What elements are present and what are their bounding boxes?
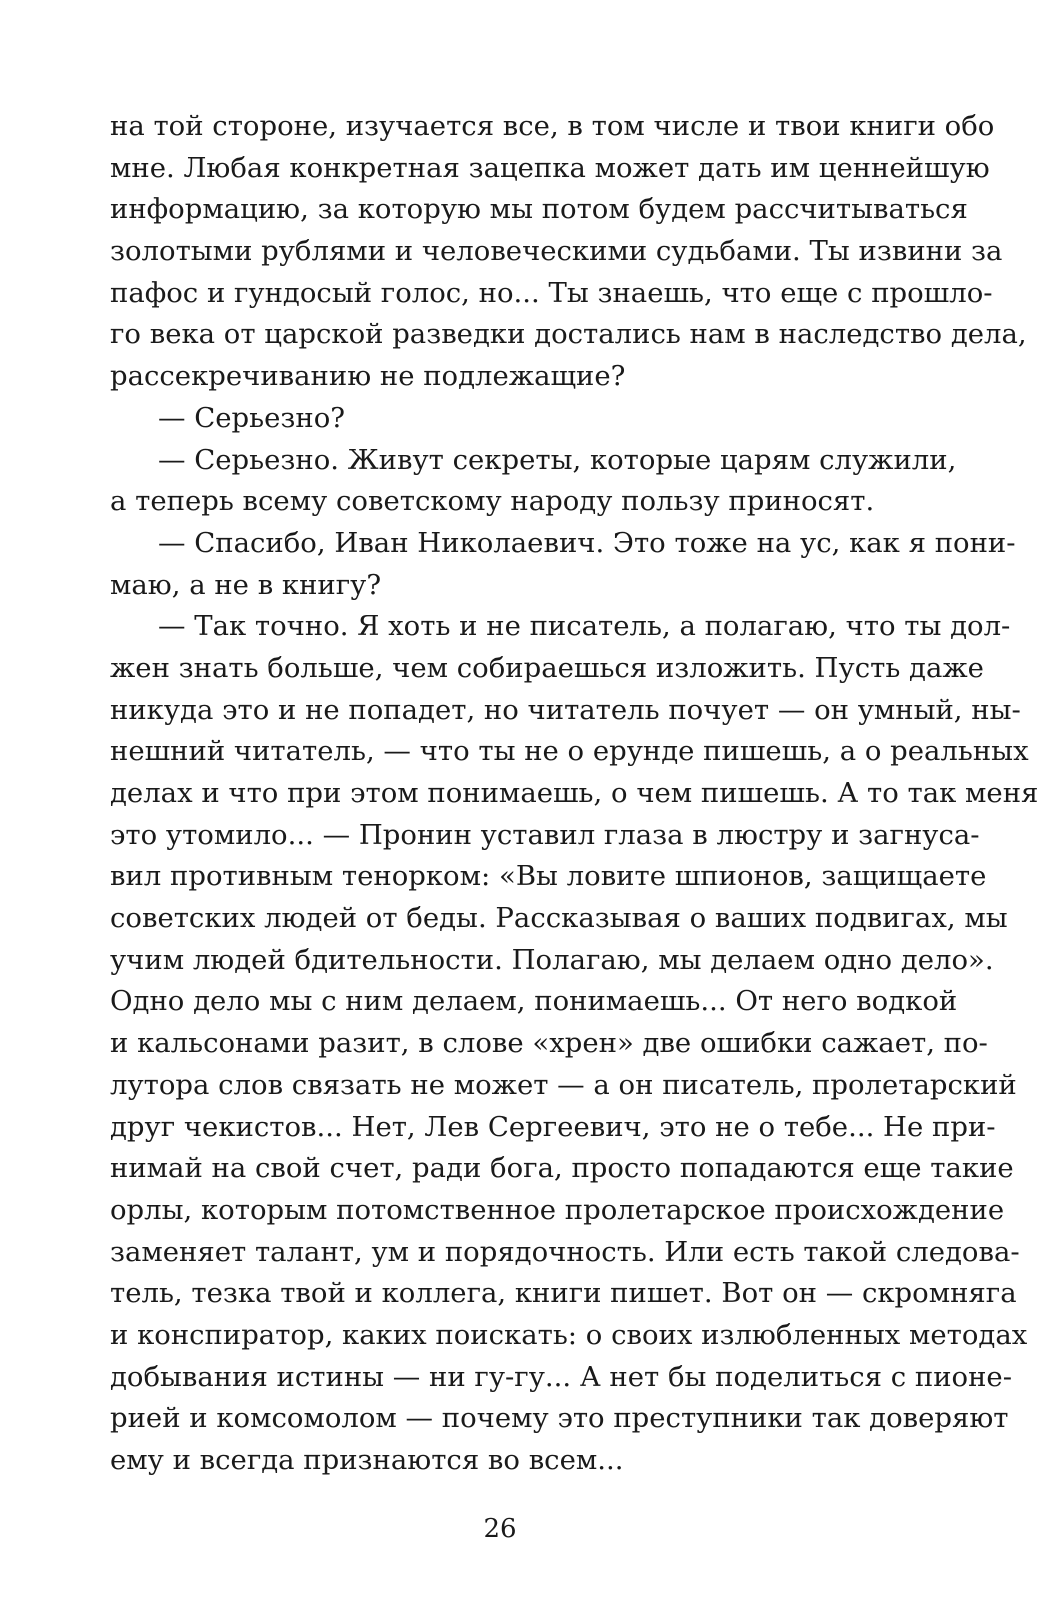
text-line: золотыми рублями и человеческими судьбами. Ты извини за bbox=[110, 235, 1003, 268]
text-line: го века от царской разведки достались нам в наследство дела, bbox=[110, 318, 1027, 351]
text-line: — Серьезно? bbox=[158, 401, 346, 434]
text-line: — Серьезно. Живут секреты, которые царям служили, bbox=[158, 443, 957, 476]
text-line: нимай на свой счет, ради бога, просто попадаются еще такие bbox=[110, 1152, 1014, 1185]
text-line: ему и всегда признаются во всем... bbox=[110, 1444, 624, 1476]
text-line: заменяет талант, ум и порядочность. Или есть такой следова- bbox=[110, 1235, 1020, 1268]
text-line: мне. Любая конкретная зацепка может дать им ценнейшую bbox=[110, 151, 990, 184]
body-text bbox=[110, 106, 1038, 1482]
text-line: а теперь всему советскому народу пользу приносят. bbox=[110, 485, 875, 518]
text-line: — Спасибо, Иван Николаевич. Это тоже на ус, как я пони- bbox=[158, 526, 1016, 559]
text-line: маю, а не в книгу? bbox=[110, 568, 382, 601]
text-line: это утомило... — Пронин уставил глаза в люстру и загнуса- bbox=[110, 818, 980, 851]
text-line: тель, тезка твой и коллега, книги пишет. Вот он — скромняга bbox=[110, 1277, 1017, 1310]
page-number: 26 bbox=[483, 1514, 517, 1544]
text-line: советских людей от беды. Рассказывая о ваших подвигах, мы bbox=[110, 902, 1008, 935]
text-line: пафос и гундосый голос, но... Ты знаешь, что еще с прошло- bbox=[110, 276, 993, 309]
text-line: нешний читатель, — что ты не о ерунде пишешь, а о реальных bbox=[110, 735, 1029, 768]
text-line: орлы, которым потомственное пролетарское происхождение bbox=[110, 1193, 1005, 1226]
text-line: вил противным тенорком: «Вы ловите шпионов, защищаете bbox=[110, 860, 987, 893]
text-line: никуда это и не попадет, но читатель почует — он умный, ны- bbox=[110, 693, 1021, 726]
text-line: делах и что при этом понимаешь, о чем пишешь. А то так меня bbox=[110, 777, 1038, 809]
text-line: жен знать больше, чем собираешься изложить. Пусть даже bbox=[110, 651, 984, 684]
text-line: и конспиратор, каких поискать: о своих излюбленных методах bbox=[110, 1318, 1028, 1351]
text-line: друг чекистов... Нет, Лев Сергеевич, это не о тебе... Не при- bbox=[110, 1110, 996, 1143]
text-line: и кальсонами разит, в слове «хрен» две ошибки сажает, по- bbox=[110, 1027, 988, 1060]
text-line: на той стороне, изучается все, в том числе и твои книги обо bbox=[110, 110, 995, 142]
text-line: информацию, за которую мы потом будем рассчитываться bbox=[110, 193, 968, 226]
text-line: добывания истины — ни гу-гу... А нет бы поделиться с пионе- bbox=[110, 1360, 1012, 1393]
text-line: рассекречиванию не подлежащие? bbox=[110, 360, 626, 393]
text-line: лутора слов связать не может — а он писатель, пролетарский bbox=[110, 1068, 1017, 1101]
text-line: рией и комсомолом — почему это преступники так доверяют bbox=[110, 1402, 1009, 1435]
text-line: учим людей бдительности. Полагаю, мы делаем одно дело». bbox=[110, 943, 994, 976]
text-line: Одно дело мы с ним делаем, понимаешь... От него водкой bbox=[110, 985, 958, 1018]
text-line: — Так точно. Я хоть и не писатель, а полагаю, что ты дол- bbox=[158, 610, 1011, 643]
